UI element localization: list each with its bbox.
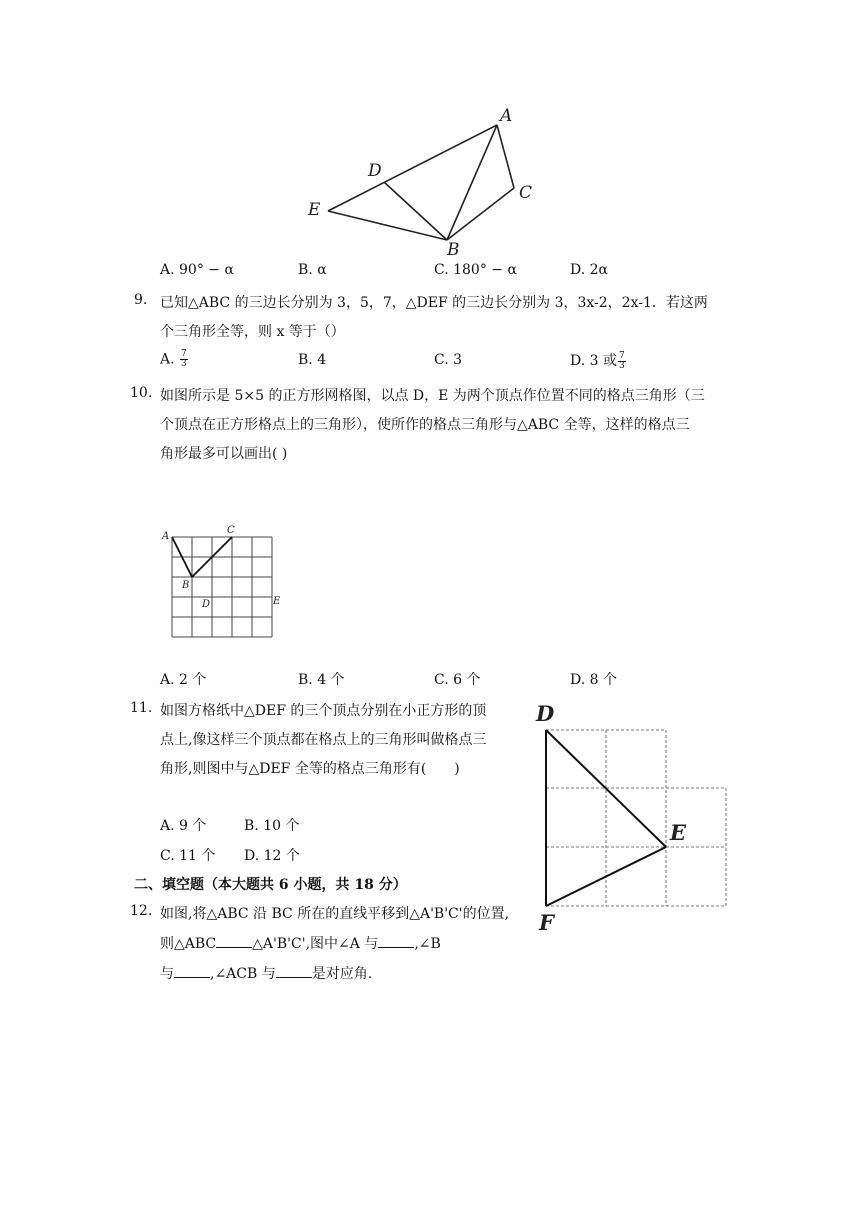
q11-text-line2: 点上,像这样三个顶点都在格点上的三角形叫做格点三 bbox=[160, 732, 487, 748]
q9-option-c: C. 3 bbox=[434, 352, 463, 368]
q10-option-d: D. 8 个 bbox=[570, 672, 617, 688]
blank[interactable] bbox=[216, 946, 252, 948]
label-f: F bbox=[539, 910, 554, 935]
blank[interactable] bbox=[378, 946, 414, 948]
q8-figure bbox=[300, 100, 550, 260]
q12-line2-part1: 则△ABC bbox=[160, 936, 217, 952]
q8-option-b: B. α bbox=[298, 262, 327, 278]
q12-line3-part3: 是对应角. bbox=[311, 966, 373, 982]
grid-label-d: D bbox=[202, 599, 211, 610]
q12-line2-part3: ,∠B bbox=[414, 936, 441, 952]
q10-option-c: C. 6 个 bbox=[434, 672, 481, 688]
frac-num: 7 bbox=[181, 349, 187, 359]
label-e: E bbox=[670, 820, 687, 845]
q9-option-d-fraction bbox=[618, 352, 626, 371]
q12-number: 12. bbox=[130, 903, 153, 919]
q10-text-line3: 角形最多可以画出( ) bbox=[160, 446, 288, 462]
q11-text-line3: 角形,则图中与△DEF 全等的格点三角形有( ) bbox=[160, 761, 460, 777]
q11-grid-figure bbox=[530, 698, 740, 938]
q10-text-line1: 如图所示是 5×5 的正方形网格图，以点 D，E 为两个顶点作位置不同的格点三角形（三 bbox=[160, 388, 705, 404]
seg-ac bbox=[497, 125, 514, 188]
q8-option-c: C. 180° − α bbox=[434, 262, 517, 278]
q10-text-line2: 个顶点在正方形格点上的三角形），使所作的格点三角形与△ABC 全等，这样的格点三 bbox=[160, 417, 690, 433]
grid-label-b: B bbox=[182, 580, 190, 591]
seg-db bbox=[384, 182, 447, 240]
q11-number: 11. bbox=[130, 700, 153, 716]
q9-text-line2: 个三角形全等，则 x 等于（） bbox=[160, 324, 345, 340]
frac-den: 3 bbox=[181, 359, 187, 369]
grid-label-e: E bbox=[273, 596, 281, 607]
label-b: B bbox=[447, 240, 460, 260]
q10-grid-figure bbox=[158, 522, 288, 642]
seg-eb bbox=[328, 211, 447, 240]
q11-option-c: C. 11 个 bbox=[160, 848, 216, 864]
frac-den: 3 bbox=[618, 360, 625, 371]
label-d: D bbox=[536, 701, 555, 726]
grid-label-a: A bbox=[162, 531, 170, 542]
q9-option-a-fraction bbox=[180, 350, 188, 369]
label-a: A bbox=[500, 106, 513, 126]
q9-option-d-prefix: D. 3 或 bbox=[570, 353, 617, 369]
label-d: D bbox=[368, 161, 382, 181]
label-c: C bbox=[519, 183, 533, 203]
q9-option-b: B. 4 bbox=[298, 352, 327, 368]
q9-option-a-prefix: A. bbox=[160, 351, 175, 368]
q12-line3-part1: 与 bbox=[160, 966, 174, 982]
seg-ea bbox=[328, 125, 497, 211]
q9-option-a bbox=[160, 350, 189, 369]
q10-option-a: A. 2 个 bbox=[160, 672, 207, 688]
q12-text-line3 bbox=[160, 963, 372, 983]
q11-option-d: D. 12 个 bbox=[244, 848, 300, 864]
q12-text-line2 bbox=[160, 933, 441, 953]
q12-line2-part2: △A'B'C',图中∠A 与 bbox=[252, 936, 379, 952]
seg-ab bbox=[447, 125, 497, 240]
q8-option-d: D. 2α bbox=[570, 262, 608, 278]
section-heading: 二、填空题（本大题共 6 小题，共 18 分） bbox=[134, 877, 407, 893]
label-e: E bbox=[308, 200, 321, 220]
q9-number: 9. bbox=[134, 292, 148, 308]
q9-text-line1: 已知△ABC 的三边长分别为 3，5，7，△DEF 的三边长分别为 3，3x-2，2x-1．若这两 bbox=[160, 295, 708, 311]
q11-option-b: B. 10 个 bbox=[244, 818, 300, 834]
grid-label-c: C bbox=[227, 525, 235, 536]
q10-number: 10. bbox=[130, 385, 153, 401]
q11-option-a: A. 9 个 bbox=[160, 818, 207, 834]
q12-line3-part2: ,∠ACB 与 bbox=[210, 966, 276, 982]
q11-text-line1: 如图方格纸中△DEF 的三个顶点分别在小正方形的顶 bbox=[160, 703, 487, 719]
q8-option-a: A. 90° − α bbox=[160, 262, 234, 278]
blank[interactable] bbox=[174, 976, 210, 978]
seg-cb bbox=[447, 188, 514, 240]
frac-num: 7 bbox=[618, 350, 625, 361]
q9-option-d bbox=[570, 350, 627, 371]
blank[interactable] bbox=[276, 976, 312, 978]
q12-text-line1: 如图,将△ABC 沿 BC 所在的直线平移到△A'B'C'的位置, bbox=[160, 906, 510, 922]
q10-option-b: B. 4 个 bbox=[298, 672, 345, 688]
